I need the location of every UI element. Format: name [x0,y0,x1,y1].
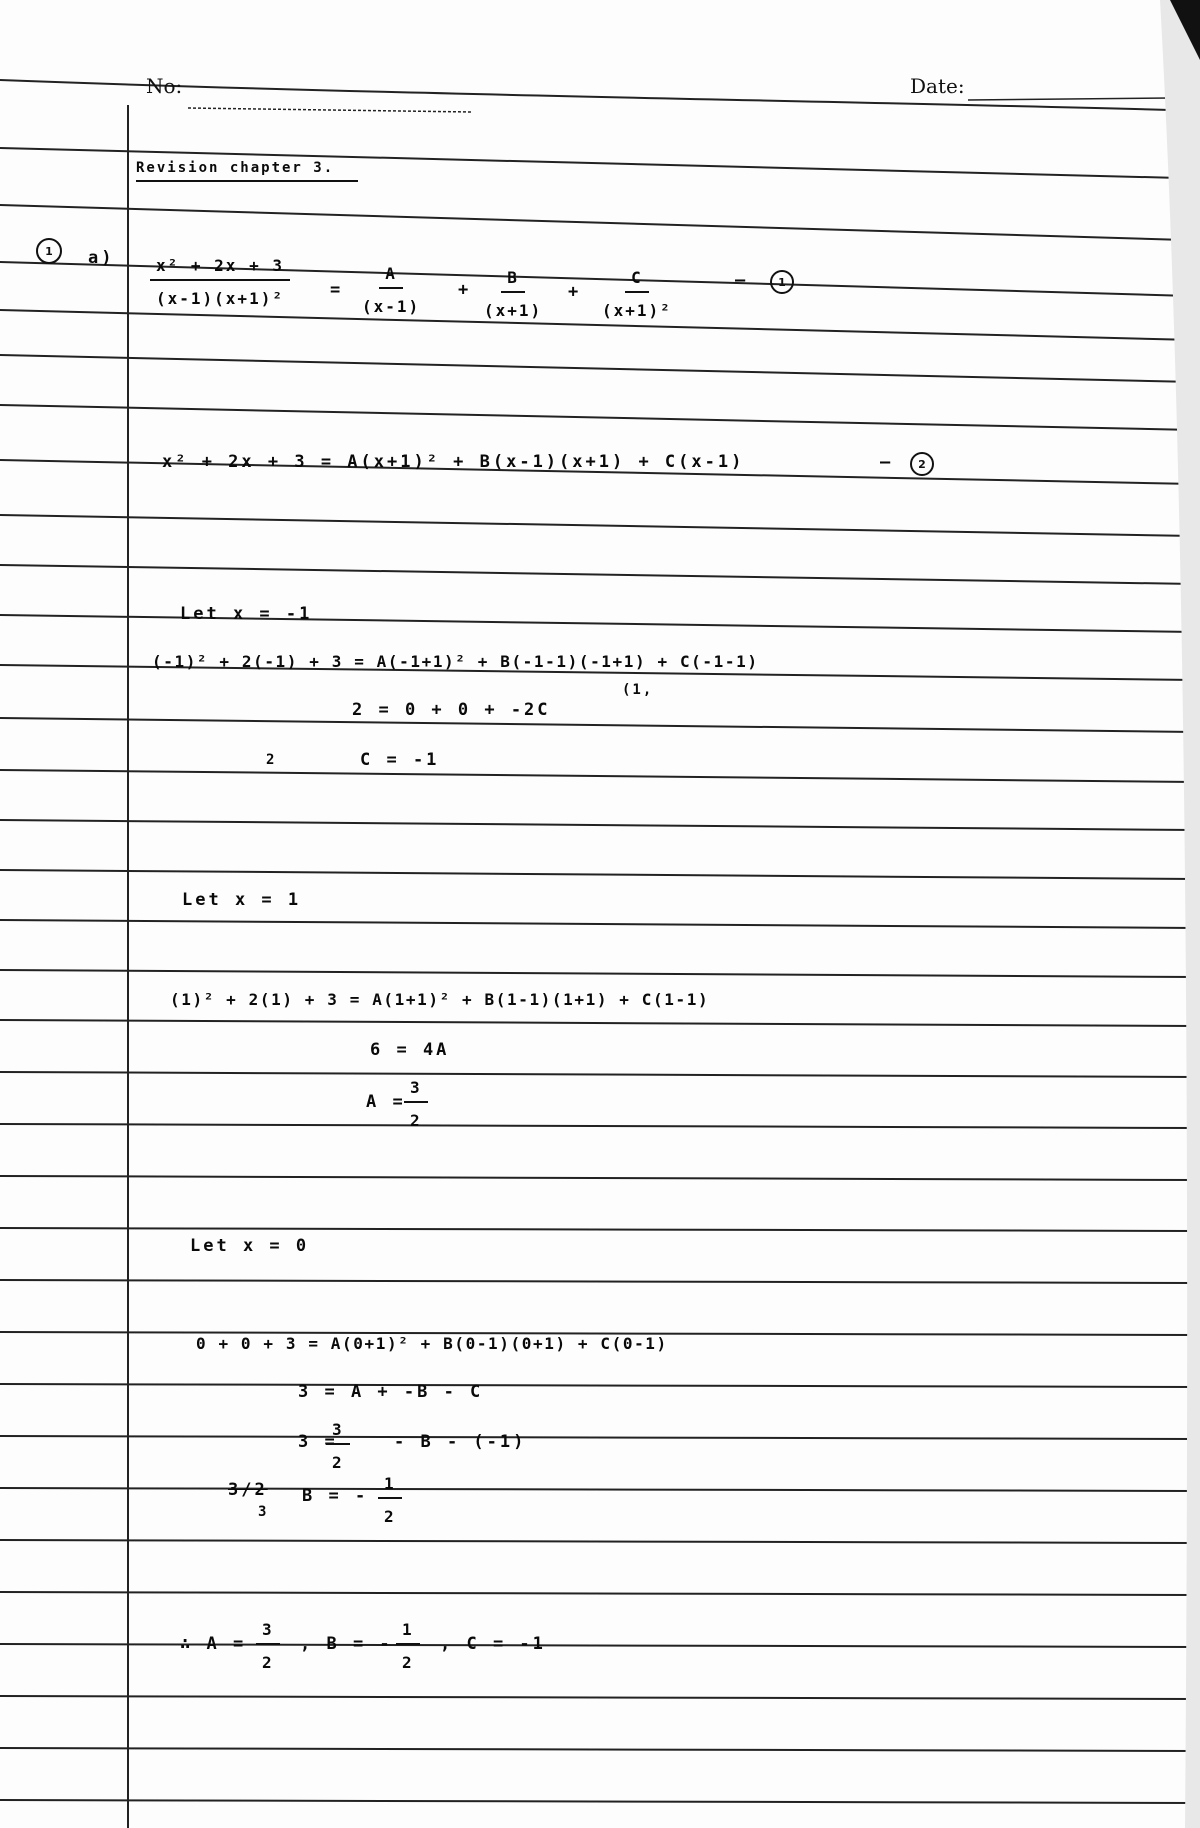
case1-step1: 2 = 0 + 0 + -2C [352,700,551,720]
equation-2: x² + 2x + 3 = A(x+1)² + B(x-1)(x+1) + C(x-1) [162,452,745,472]
lhs-numerator: x² + 2x + 3 [150,256,290,281]
case2-result-den: 2 [410,1111,422,1130]
case3-step3-label: B = - [302,1486,369,1506]
conclusion-b-num: 1 [396,1620,420,1645]
case1-mark: 2 [266,752,277,768]
question-part: a) [88,248,115,268]
equals-sign: = [330,280,344,300]
lhs-denominator: (x-1)(x+1)² [156,289,284,308]
conclusion-a-num: 3 [256,1620,280,1645]
question-number: 1 [36,238,62,264]
case2-heading: Let x = 1 [182,890,302,910]
term-b-numerator: B [501,268,525,293]
case3-step2-fraction [326,1420,350,1472]
conclusion-c-label: , C = -1 [440,1634,546,1654]
term-a-fraction [362,264,420,316]
case1-note: (1, [622,682,654,698]
equation-tag-dash-2: — [880,452,894,472]
case2-step1: 6 = 4A [370,1040,450,1060]
term-c-numerator: C [625,268,649,293]
case3-substitution: 0 + 0 + 3 = A(0+1)² + B(0-1)(0+1) + C(0-1) [196,1334,668,1353]
plus-sign: + [458,280,472,300]
case3-step3-den: 2 [384,1507,396,1526]
conclusion-a-fraction [256,1620,280,1672]
case3-step3-num: 1 [378,1474,402,1499]
date-label: Date: [910,74,965,98]
term-b-fraction [484,268,542,320]
no-label: No: [146,74,183,98]
case2-result-num: 3 [404,1078,428,1103]
case1-substitution: (-1)² + 2(-1) + 3 = A(-1+1)² + B(-1-1)(-1+1) + C(-1-1) [152,652,759,671]
term-c-denominator: (x+1)² [602,301,672,320]
term-a-numerator: A [379,264,403,289]
conclusion-a-label: ∴ A = [180,1634,247,1654]
case3-step2-den: 2 [332,1453,344,1472]
equation-tag-1: 1 [770,270,794,294]
case3-scratch: 3/2 [228,1480,268,1500]
term-c-fraction [602,268,672,320]
conclusion-b-den: 2 [402,1653,414,1672]
lhs-fraction [150,256,290,308]
term-a-denominator: (x-1) [362,297,421,316]
case3-scratch-2: 3 [258,1504,269,1520]
case3-step3-fraction [378,1474,402,1526]
case1-heading: Let x = -1 [180,604,313,624]
case3-step2-num: 3 [326,1420,350,1445]
case3-step2-right: - B - (-1) [394,1432,527,1452]
plus-sign-2: + [568,282,582,302]
case1-result: C = -1 [360,750,440,770]
equation-tag-2: 2 [910,452,934,476]
case3-step2-left: 3 = [298,1432,338,1452]
equation-tag-dash: — [735,270,749,290]
conclusion-b-fraction [396,1620,420,1672]
case3-heading: Let x = 0 [190,1236,310,1256]
case2-result-label: A = [366,1092,406,1112]
page-title: Revision chapter 3. [136,160,358,182]
case2-substitution: (1)² + 2(1) + 3 = A(1+1)² + B(1-1)(1+1) + C(1-1) [170,990,710,1009]
case2-result-fraction [404,1078,428,1130]
conclusion-a-den: 2 [262,1653,274,1672]
conclusion-b-label: , B = - [300,1634,393,1654]
term-b-denominator: (x+1) [484,301,543,320]
case3-step1: 3 = A + -B - C [298,1382,484,1402]
